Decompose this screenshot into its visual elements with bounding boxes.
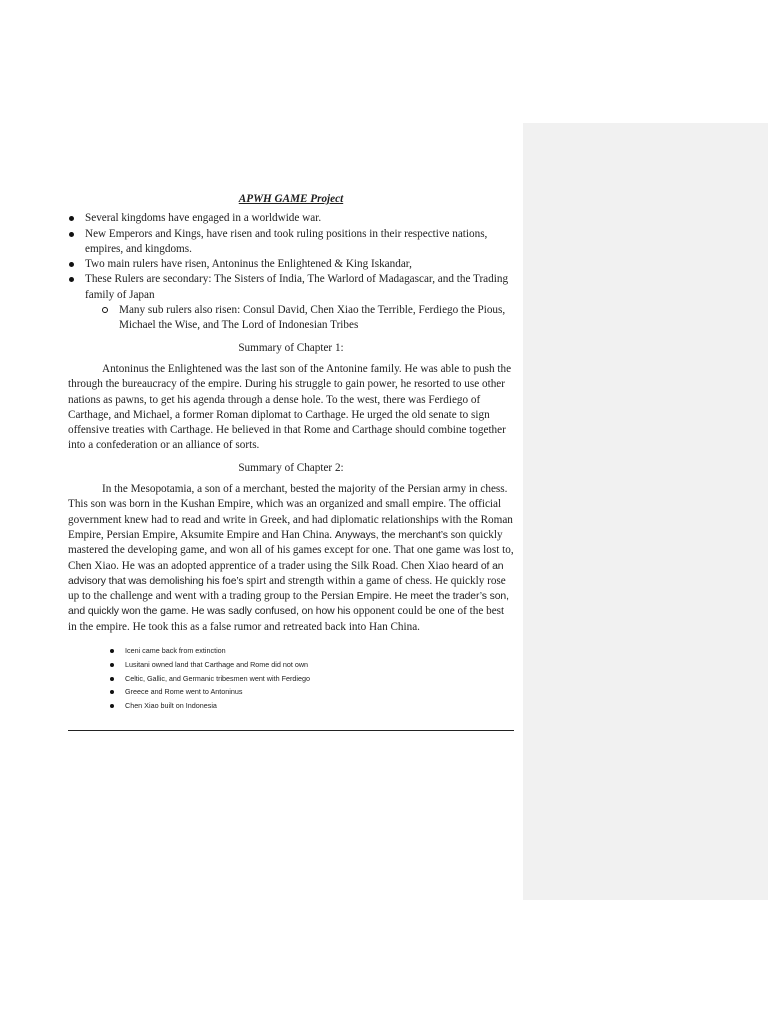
bullet-item: New Emperors and Kings, have risen and took ruling positions in their respective nations, empires, and kingdoms. — [68, 227, 514, 258]
document-title: APWH GAME Project — [238, 193, 344, 205]
chapter2-text-alt-font: Anyways, the merchant’s — [334, 529, 448, 541]
intro-bullet-list — [68, 211, 514, 303]
horizontal-rule — [68, 730, 514, 731]
chapter2-text-alt-font: heard of an advisory that was demolishing his foe’s — [68, 560, 504, 587]
comment-pane — [523, 123, 768, 900]
chapter2-text: spirt and strength within a game of chess. He quickly rose up to the challenge and went with a trading group to the Persian — [68, 574, 506, 603]
notes-bullet-list — [68, 644, 514, 713]
bullet-item: These Rulers are secondary: The Sisters of India, The Warlord of Madagascar, and the Trading family of Japan — [68, 272, 514, 303]
chapter2-text: opponent could be one of the best in the empire. He took this as a false rumor and retreated back into Han China. — [68, 605, 505, 633]
chapter2-text-alt-font: Empire. He meet the trader’s son, and quickly won the game. He was sadly confused, on how his — [68, 591, 509, 618]
chapter2-heading: Summary of Chapter 2: — [238, 461, 344, 474]
chapter2-paragraph — [68, 482, 514, 635]
bullet-item: Several kingdoms have engaged in a worldwide war. — [68, 211, 514, 226]
chapter2-text: son quickly mastered the developing game, and won all of his games except for one. That one game was lost to, Chen Xiao. He was an adopted apprentice of a trader using the Silk Road. Chen Xiao — [68, 528, 514, 572]
sub-bullet-list — [68, 303, 514, 334]
bullet-item: Two main rulers have risen, Antoninus the Enlightened & King Iskandar, — [68, 257, 514, 272]
note-item: Celtic, Gallic, and Germanic tribesmen went with Ferdiego — [110, 672, 514, 686]
chapter1-paragraph: Antoninus the Enlightened was the last son of the Antonine family. He was able to push the through the bureaucracy of the empire. During his struggle to gain power, he resorted to use other nations as pawns, to get his agenda through a dense hole. To the west, there was Ferdiego of Carthage, and Michael, a former Roman diplomat to Carthage. He urged the old senate to sign offensive treaties with Carthage. He believed in that Rome and Carthage should combine together into a confederation or an alliance of sorts. — [68, 362, 512, 452]
document-body — [68, 192, 514, 713]
note-item: Greece and Rome went to Antoninus — [110, 685, 514, 699]
sub-bullet-item: Many sub rulers also risen: Consul David, Chen Xiao the Terrible, Ferdiego the Pious, Michael the Wise, and The Lord of Indonesian Tribes — [101, 303, 514, 334]
note-item: Chen Xiao built on Indonesia — [110, 699, 514, 713]
chapter1-heading: Summary of Chapter 1: — [238, 341, 344, 354]
chapter2-text: In the Mesopotamia, a son of a merchant, bested the majority of the Persian army in chess. This son was born in the Kushan Empire, which was an organized and small empire. The official government knew had to read and write in Greek, and had diplomatic relationships with the Roman Empire, Persian Empire, Aksumite Empire and Han China. — [68, 483, 513, 541]
note-item: Iceni came back from extinction — [110, 644, 514, 658]
note-item: Lusitani owned land that Carthage and Rome did not own — [110, 658, 514, 672]
